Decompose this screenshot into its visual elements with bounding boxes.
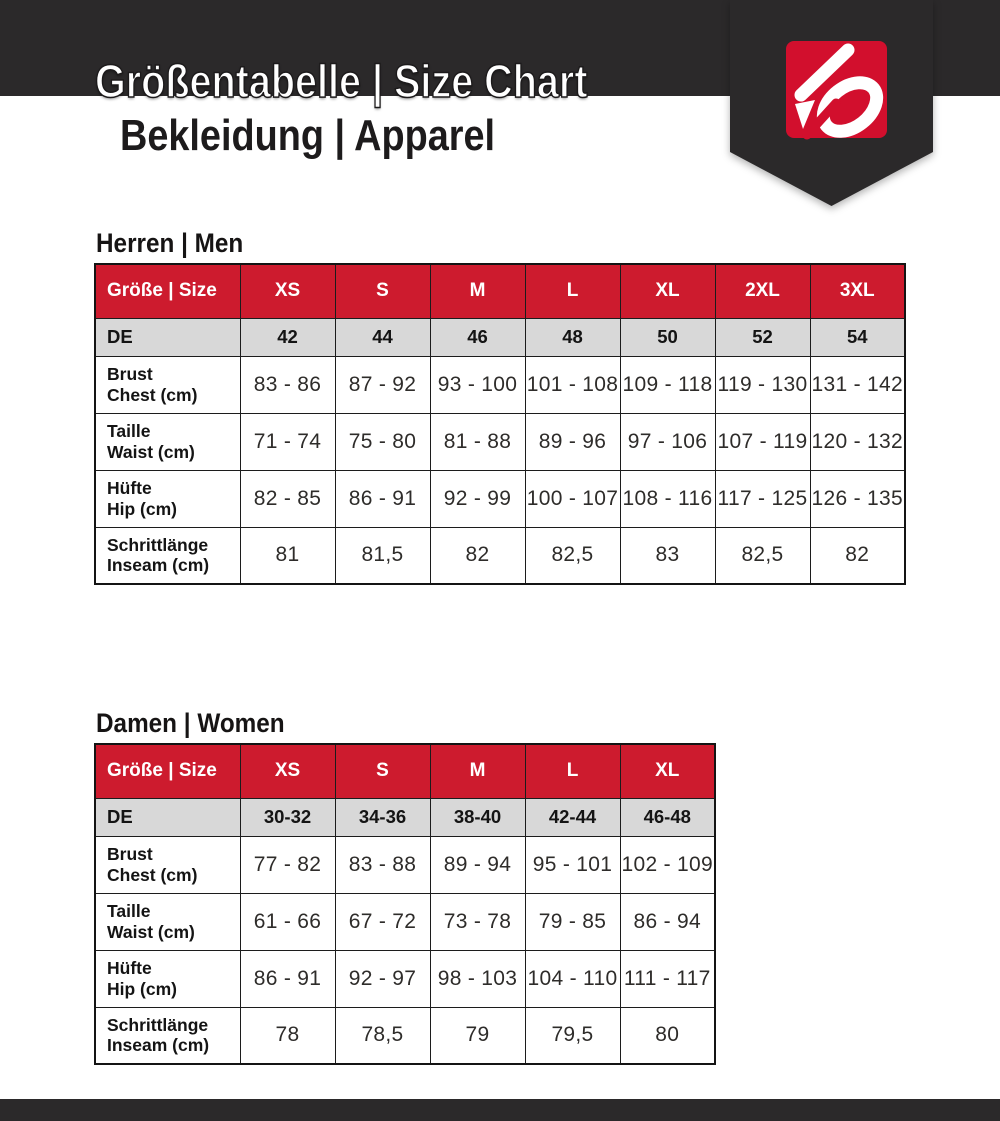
value-cell: 87 - 92 [335, 356, 430, 413]
row-label-de: Taille [107, 901, 151, 921]
de-row-cell: 34-36 [335, 798, 430, 836]
de-row-cell: 44 [335, 318, 430, 356]
table-row [95, 527, 905, 584]
value-cell: 78 [240, 1007, 335, 1064]
value-cell: 100 - 107 [525, 470, 620, 527]
row-label-de: Taille [107, 421, 151, 441]
value-cell: 117 - 125 [715, 470, 810, 527]
value-cell: 78,5 [335, 1007, 430, 1064]
column-header-cell: XL [620, 264, 715, 318]
value-cell: 101 - 108 [525, 356, 620, 413]
value-cell: 93 - 100 [430, 356, 525, 413]
row-label-en: Hip (cm) [107, 498, 177, 519]
column-header-cell: XS [240, 264, 335, 318]
page-subtitle [120, 112, 556, 160]
value-cell: 95 - 101 [525, 836, 620, 893]
women-section-heading [96, 708, 306, 738]
de-row-cell: 48 [525, 318, 620, 356]
row-label-en: Waist (cm) [107, 441, 195, 462]
value-cell: 79 [430, 1007, 525, 1064]
value-cell: 86 - 91 [240, 950, 335, 1007]
value-cell: 73 - 78 [430, 893, 525, 950]
table-row [95, 836, 715, 893]
value-cell: 83 [620, 527, 715, 584]
women-section-heading-text: Damen | Women [96, 708, 285, 738]
row-label-en: Waist (cm) [107, 921, 195, 942]
value-cell: 83 - 86 [240, 356, 335, 413]
row-label-de: Schrittlänge [107, 1014, 209, 1035]
value-cell: 92 - 99 [430, 470, 525, 527]
row-label-de: Hüfte [107, 958, 152, 978]
value-cell: 82,5 [715, 527, 810, 584]
table-row [95, 318, 905, 356]
value-cell: 81,5 [335, 527, 430, 584]
row-label-en: Chest (cm) [107, 384, 198, 405]
value-cell: 71 - 74 [240, 413, 335, 470]
column-header-cell: L [525, 264, 620, 318]
row-label-cell [95, 413, 240, 470]
value-cell: 61 - 66 [240, 893, 335, 950]
row-label-de: Brust [107, 364, 153, 384]
row-label-en: Inseam (cm) [107, 555, 210, 576]
value-cell: 104 - 110 [525, 950, 620, 1007]
table-row [95, 798, 715, 836]
value-cell: 75 - 80 [335, 413, 430, 470]
column-header-cell: XS [240, 744, 335, 798]
value-cell: 126 - 135 [810, 470, 905, 527]
row-label-en: Hip (cm) [107, 978, 177, 999]
men-section-heading [96, 228, 260, 258]
value-cell: 82 [430, 527, 525, 584]
value-cell: 82,5 [525, 527, 620, 584]
value-cell: 120 - 132 [810, 413, 905, 470]
value-cell: 81 [240, 527, 335, 584]
table-row [95, 893, 715, 950]
de-row-cell: 50 [620, 318, 715, 356]
de-row-cell: 42 [240, 318, 335, 356]
men-section-heading-text: Herren | Men [96, 228, 244, 258]
row-label-cell [95, 836, 240, 893]
value-cell: 131 - 142 [810, 356, 905, 413]
value-cell: 82 - 85 [240, 470, 335, 527]
value-cell: 80 [620, 1007, 715, 1064]
table-row [95, 470, 905, 527]
column-header-cell: 3XL [810, 264, 905, 318]
table-row [95, 950, 715, 1007]
table-row [95, 413, 905, 470]
value-cell: 77 - 82 [240, 836, 335, 893]
de-row-cell: 52 [715, 318, 810, 356]
value-cell: 79 - 85 [525, 893, 620, 950]
table-row [95, 1007, 715, 1064]
value-cell: 98 - 103 [430, 950, 525, 1007]
column-header-cell: S [335, 744, 430, 798]
page-title [95, 56, 668, 106]
table-row [95, 356, 905, 413]
value-cell: 82 [810, 527, 905, 584]
column-header-cell: L [525, 744, 620, 798]
column-header-cell: M [430, 264, 525, 318]
value-cell: 107 - 119 [715, 413, 810, 470]
row-label-en: Chest (cm) [107, 864, 198, 885]
row-label-cell [95, 356, 240, 413]
value-cell: 109 - 118 [620, 356, 715, 413]
de-row-cell: DE [95, 798, 240, 836]
de-row-cell: 46-48 [620, 798, 715, 836]
value-cell: 92 - 97 [335, 950, 430, 1007]
page-subtitle-text: Bekleidung | Apparel [120, 111, 496, 160]
row-label-cell [95, 893, 240, 950]
de-row-cell: DE [95, 318, 240, 356]
value-cell: 86 - 91 [335, 470, 430, 527]
value-cell: 83 - 88 [335, 836, 430, 893]
value-cell: 86 - 94 [620, 893, 715, 950]
row-label-cell [95, 1007, 240, 1064]
fiveten-logo-banner [730, 0, 934, 208]
row-label-cell [95, 527, 240, 584]
bottom-bar [0, 1099, 1000, 1121]
value-cell: 89 - 96 [525, 413, 620, 470]
value-cell: 79,5 [525, 1007, 620, 1064]
de-row-cell: 30-32 [240, 798, 335, 836]
row-label-de: Schrittlänge [107, 534, 209, 555]
page-title-text: Größentabelle | Size Chart [95, 55, 588, 107]
column-header-cell: XL [620, 744, 715, 798]
row-label-en: Inseam (cm) [107, 1035, 210, 1056]
table-row [95, 264, 905, 318]
table-row [95, 744, 715, 798]
row-label-cell [95, 470, 240, 527]
value-cell: 108 - 116 [620, 470, 715, 527]
column-header-cell: Größe | Size [95, 264, 240, 318]
row-label-cell [95, 950, 240, 1007]
column-header-cell: Größe | Size [95, 744, 240, 798]
de-row-cell: 38-40 [430, 798, 525, 836]
value-cell: 67 - 72 [335, 893, 430, 950]
row-label-de: Hüfte [107, 478, 152, 498]
de-row-cell: 42-44 [525, 798, 620, 836]
value-cell: 111 - 117 [620, 950, 715, 1007]
value-cell: 119 - 130 [715, 356, 810, 413]
de-row-cell: 46 [430, 318, 525, 356]
de-row-cell: 54 [810, 318, 905, 356]
value-cell: 102 - 109 [620, 836, 715, 893]
value-cell: 89 - 94 [430, 836, 525, 893]
women-size-table [94, 743, 716, 1065]
column-header-cell: M [430, 744, 525, 798]
men-size-table [94, 263, 906, 585]
column-header-cell: S [335, 264, 430, 318]
value-cell: 81 - 88 [430, 413, 525, 470]
column-header-cell: 2XL [715, 264, 810, 318]
value-cell: 97 - 106 [620, 413, 715, 470]
row-label-de: Brust [107, 844, 153, 864]
